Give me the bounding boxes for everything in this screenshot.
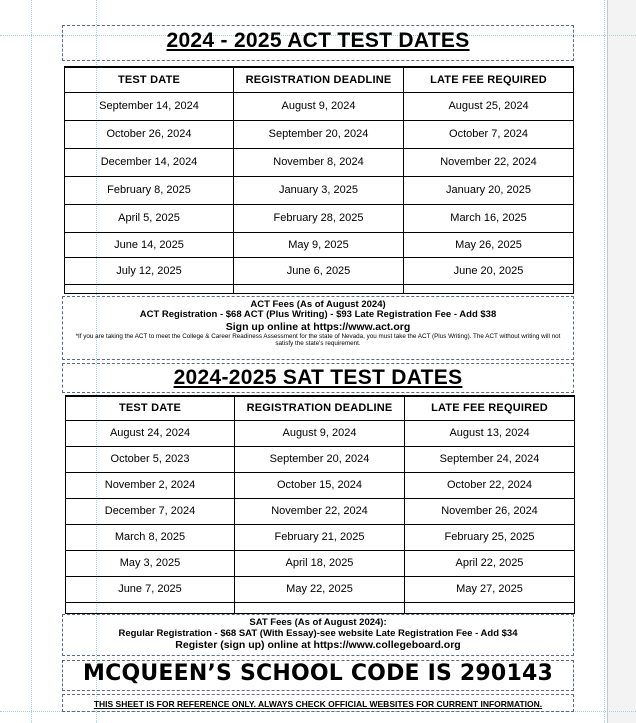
table-row	[65, 176, 574, 204]
act-title: 2024 - 2025 ACT TEST DATES	[166, 29, 470, 52]
empty-cell	[65, 284, 234, 293]
sat-signup: Register (sign up) online at https://www.collegeboard.org	[175, 639, 461, 652]
sat-fees	[63, 617, 573, 652]
late-fee-cell: March 16, 2025	[404, 204, 574, 232]
registration-deadline-cell: August 9, 2024	[235, 420, 405, 446]
table-row	[66, 498, 575, 524]
table-row	[65, 120, 574, 148]
registration-deadline-cell: November 22, 2024	[235, 498, 405, 524]
registration-deadline-cell: October 15, 2024	[235, 472, 405, 498]
column-header-registration-deadline: REGISTRATION DEADLINE	[234, 67, 404, 92]
table-row	[66, 420, 575, 446]
column-header-late-fee: LATE FEE REQUIRED	[405, 396, 575, 420]
late-fee-cell: January 20, 2025	[404, 176, 574, 204]
scroll-gutter	[608, 0, 636, 723]
table-row	[65, 257, 574, 284]
column-header-registration-deadline: REGISTRATION DEADLINE	[235, 396, 405, 420]
registration-deadline-cell: February 21, 2025	[235, 524, 405, 550]
test-date-cell: May 3, 2025	[66, 550, 235, 576]
sat-title: 2024-2025 SAT TEST DATES	[173, 366, 463, 389]
test-date-cell: February 8, 2025	[65, 176, 234, 204]
column-header-test-date: TEST DATE	[66, 396, 235, 420]
table-row	[66, 446, 575, 472]
late-fee-cell: October 22, 2024	[405, 472, 575, 498]
school-code: MCQUEEN’S SCHOOL CODE IS 290143	[83, 661, 553, 686]
late-fee-cell: November 26, 2024	[405, 498, 575, 524]
test-date-cell: November 2, 2024	[66, 472, 235, 498]
registration-deadline-cell: April 18, 2025	[235, 550, 405, 576]
table-row	[66, 472, 575, 498]
late-fee-cell: October 7, 2024	[404, 120, 574, 148]
table-row	[65, 148, 574, 176]
registration-deadline-cell: May 22, 2025	[235, 576, 405, 602]
late-fee-cell: September 24, 2024	[405, 446, 575, 472]
late-fee-cell: April 22, 2025	[405, 550, 575, 576]
table-row	[65, 92, 574, 120]
test-date-cell: October 5, 2023	[66, 446, 235, 472]
act-signup: Sign up online at https://www.act.org	[225, 320, 411, 333]
sat-fees-heading: SAT Fees (As of August 2024):	[249, 617, 387, 628]
test-date-cell: August 24, 2024	[66, 420, 235, 446]
late-fee-cell: June 20, 2025	[404, 257, 574, 284]
empty-cell	[404, 284, 574, 293]
table-header-row	[65, 67, 574, 92]
disclaimer: THIS SHEET IS FOR REFERENCE ONLY. ALWAYS CHECK OFFICIAL WEBSITES FOR CURRENT INFORMATION.	[93, 699, 543, 709]
test-date-cell: June 14, 2025	[65, 232, 234, 257]
test-date-cell: March 8, 2025	[66, 524, 235, 550]
table-row	[66, 550, 575, 576]
late-fee-cell: May 27, 2025	[405, 576, 575, 602]
act-fees-line: ACT Registration - $68 ACT (Plus Writing) - $93 Late Registration Fee - Add $38	[139, 309, 497, 321]
empty-cell	[234, 284, 404, 293]
registration-deadline-cell: September 20, 2024	[235, 446, 405, 472]
late-fee-cell: May 26, 2025	[404, 232, 574, 257]
table-header-row	[66, 396, 575, 420]
test-date-cell: July 12, 2025	[65, 257, 234, 284]
test-date-cell: December 14, 2024	[65, 148, 234, 176]
table-row-empty	[65, 284, 574, 293]
test-date-cell: December 7, 2024	[66, 498, 235, 524]
column-header-test-date: TEST DATE	[65, 67, 234, 92]
table-row	[65, 204, 574, 232]
empty-cell	[66, 602, 235, 613]
table-row	[65, 232, 574, 257]
sat-fees-line: Regular Registration - $68 SAT (With Essay)-see website Late Registration Fee - Add $34	[118, 628, 518, 640]
late-fee-cell: August 25, 2024	[404, 92, 574, 120]
layout-guide	[604, 0, 605, 723]
registration-deadline-cell: June 6, 2025	[234, 257, 404, 284]
act-fees	[63, 300, 573, 348]
test-date-cell: June 7, 2025	[66, 576, 235, 602]
registration-deadline-cell: May 9, 2025	[234, 232, 404, 257]
table-row	[66, 524, 575, 550]
late-fee-cell: February 25, 2025	[405, 524, 575, 550]
registration-deadline-cell: February 28, 2025	[234, 204, 404, 232]
late-fee-cell: August 13, 2024	[405, 420, 575, 446]
table-row	[66, 576, 575, 602]
registration-deadline-cell: January 3, 2025	[234, 176, 404, 204]
empty-cell	[235, 602, 405, 613]
registration-deadline-cell: August 9, 2024	[234, 92, 404, 120]
test-date-cell: October 26, 2024	[65, 120, 234, 148]
act-writing-note: *If you are taking the ACT to meet the College & Career Readiness Assessment for the state of Nevada, you must take the ACT (Plus Writing). The ACT without writing will not satisfy the state's requirement.	[75, 332, 561, 348]
act-fees-heading: ACT Fees (As of August 2024)	[250, 299, 386, 310]
table-row-empty	[66, 602, 575, 613]
layout-guide	[31, 0, 32, 723]
empty-cell	[405, 602, 575, 613]
registration-deadline-cell: November 8, 2024	[234, 148, 404, 176]
test-date-cell: April 5, 2025	[65, 204, 234, 232]
test-date-cell: September 14, 2024	[65, 92, 234, 120]
column-header-late-fee: LATE FEE REQUIRED	[404, 67, 574, 92]
act-dates-table	[64, 66, 574, 294]
registration-deadline-cell: September 20, 2024	[234, 120, 404, 148]
sat-dates-table	[65, 395, 575, 614]
late-fee-cell: November 22, 2024	[404, 148, 574, 176]
